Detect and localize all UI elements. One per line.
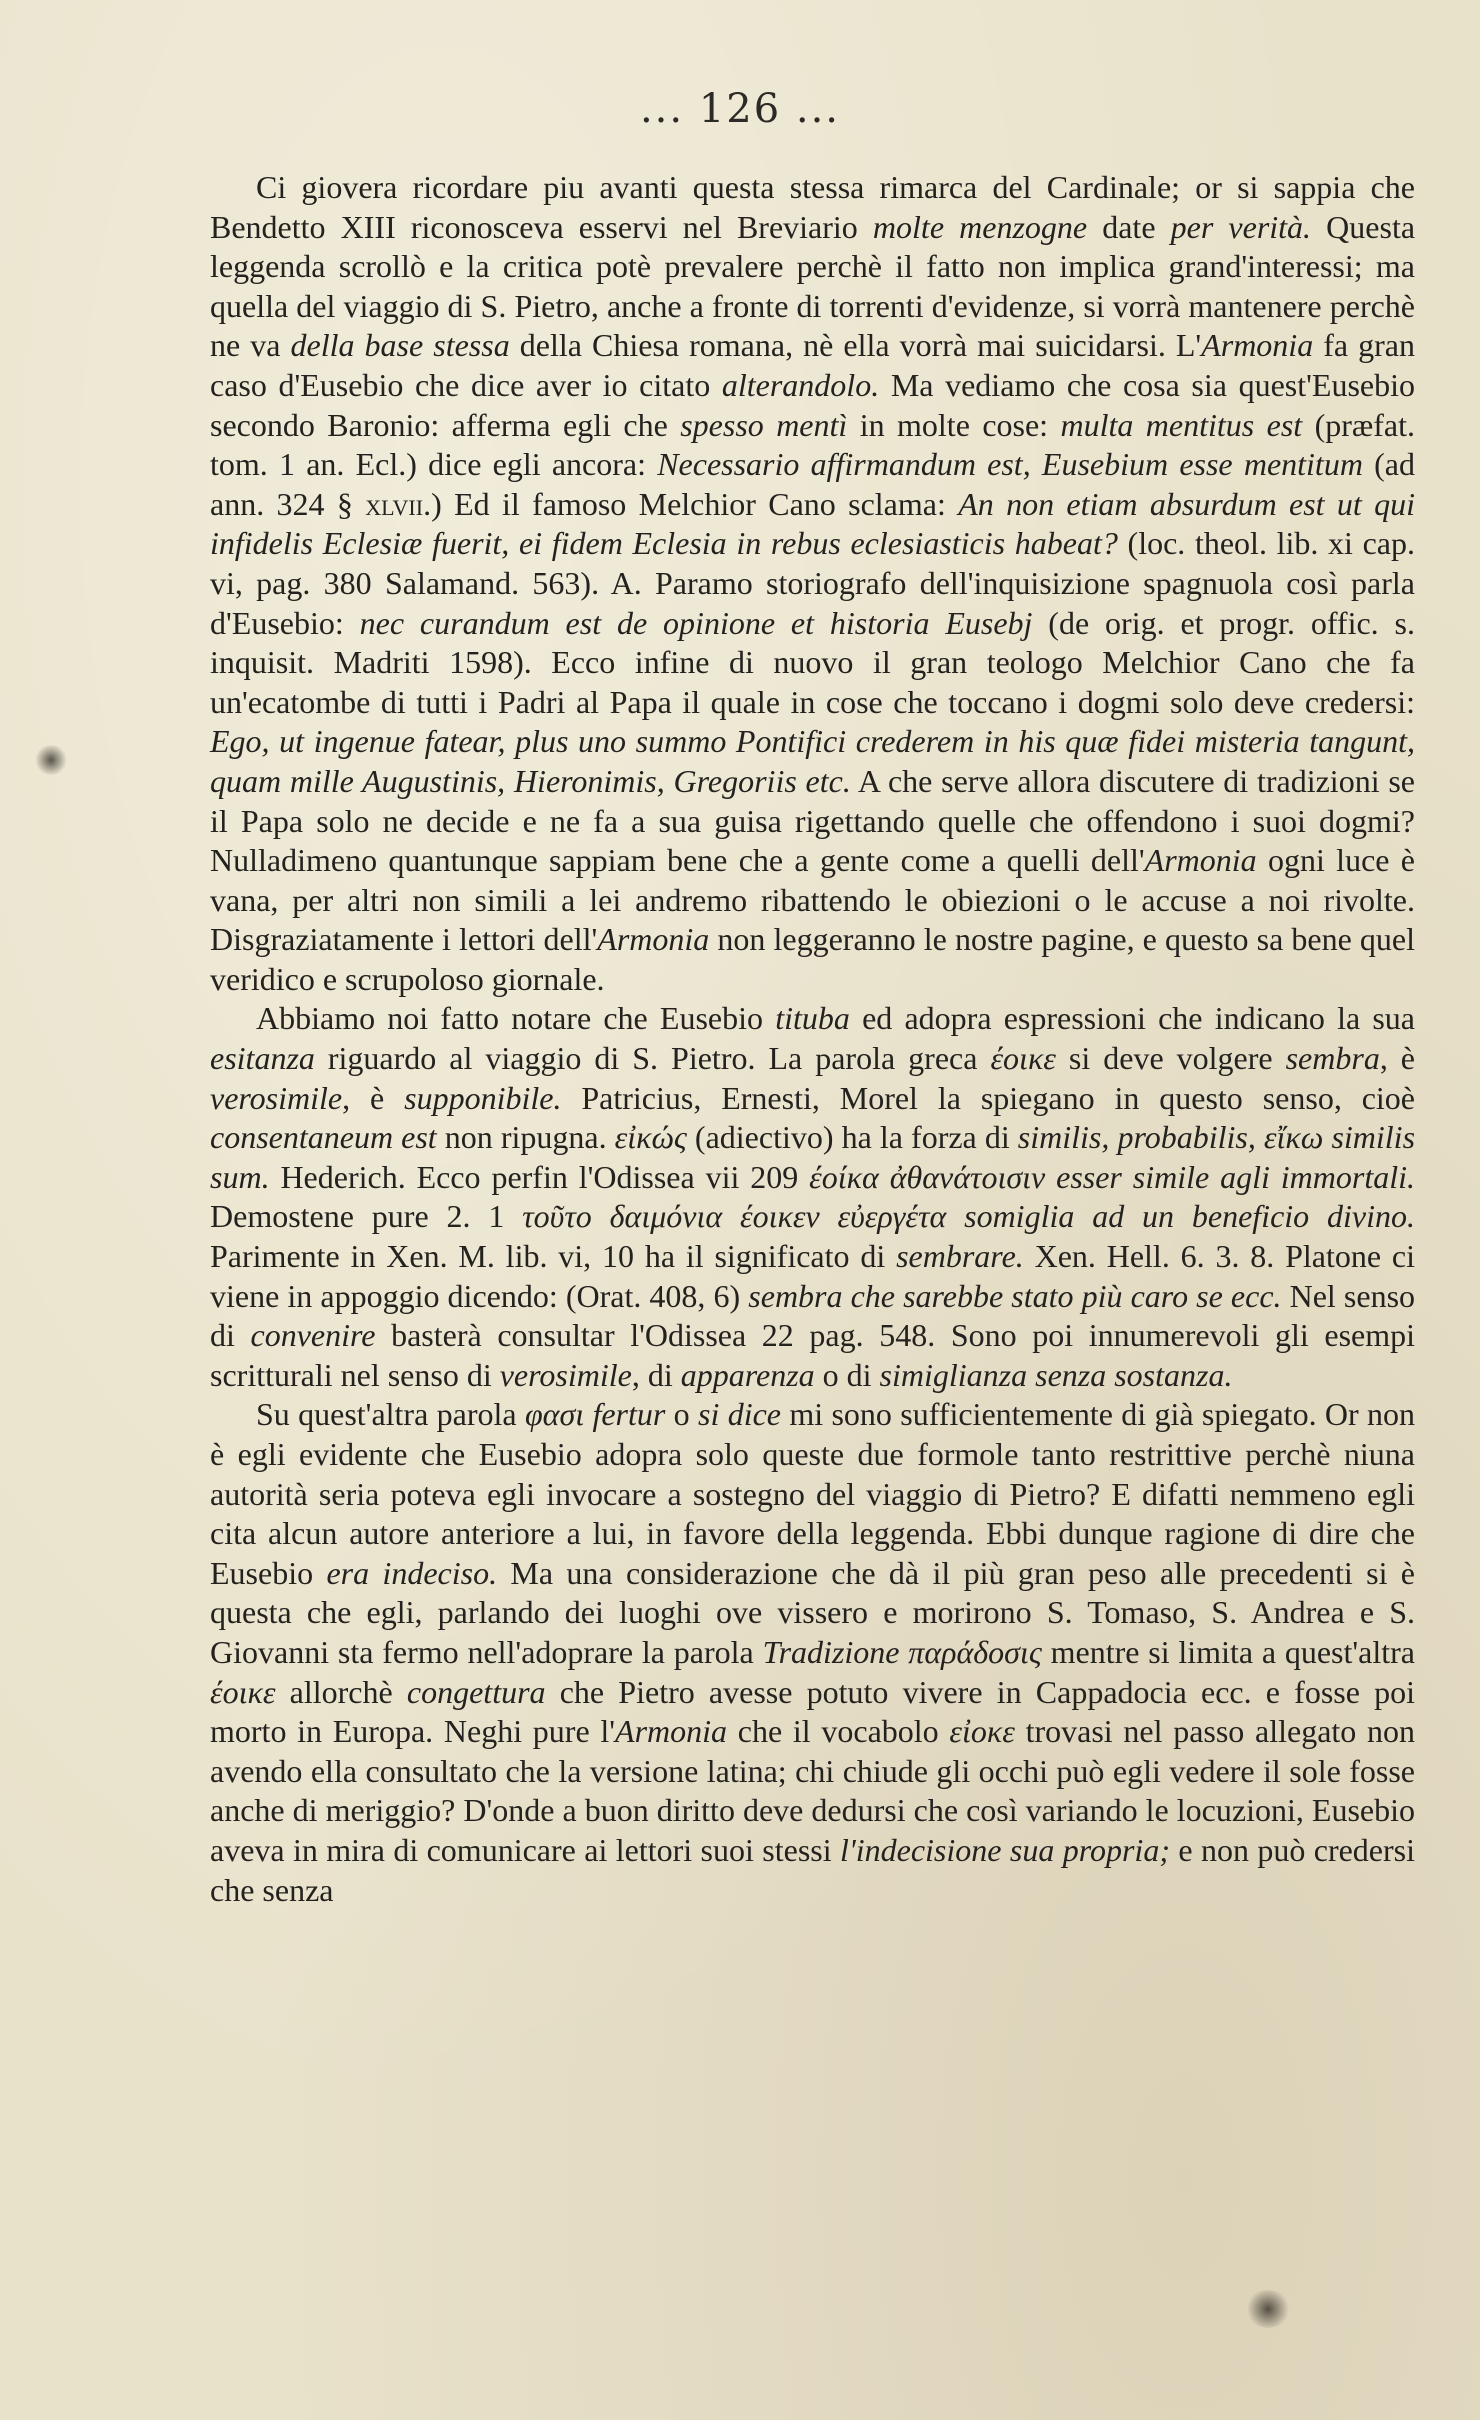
text-run: allorchè — [275, 1673, 407, 1710]
body-text — [210, 168, 1415, 1910]
italic-run: simiglianza senza sostanza. — [879, 1356, 1233, 1393]
italic-run: An non etiam absurdum est ut qui infidelis Eclesiæ fuerit, ei fidem Eclesia in rebus eclesiasticis habeat? — [210, 485, 1416, 562]
text-run: Hederich. Ecco perfin l'Odissea vii 209 — [269, 1158, 810, 1195]
text-run: (præfat. tom. 1 an. Ecl.) dice egli ancora: — [210, 406, 1416, 483]
italic-run: similis, probabilis, εἴκω similis sum. — [210, 1119, 1416, 1195]
italic-run: era indeciso. — [326, 1554, 498, 1591]
italic-run: Ego, ut ingenue fatear, plus uno summo Pontifici crederem in his quæ fidei misteria tangunt, quam mille Augustinis, Hieronimis, Gregoriis etc. — [210, 723, 1415, 799]
italic-run: per verità. — [1170, 208, 1312, 245]
italic-run: sembra che sarebbe stato più caro se ecc. — [748, 1277, 1282, 1314]
italic-run: έοικε — [990, 1040, 1056, 1077]
ink-blot — [34, 745, 68, 775]
text-run: date — [1087, 208, 1171, 245]
italic-run: εἰκώς — [614, 1119, 687, 1156]
italic-run: tituba — [775, 1000, 850, 1037]
text-run: Demostene pure 2. 1 — [210, 1198, 523, 1235]
italic-run: molte menzogne — [872, 208, 1088, 245]
italic-run: sembra — [1285, 1040, 1380, 1077]
italic-run: si dice — [698, 1396, 782, 1433]
italic-run: εἰοκε — [949, 1713, 1015, 1750]
text-run: si deve volgere — [1055, 1040, 1286, 1077]
paragraph-2 — [210, 999, 1415, 1395]
italic-run: nec curandum est de opinione et historia Eusebj — [359, 604, 1033, 641]
text-run: (adiectivo) ha la forza di — [686, 1119, 1018, 1156]
italic-run: alterandolo. — [721, 366, 880, 403]
text-run: della Chiesa romana, nè ella vorrà mai suicidarsi. L' — [509, 327, 1202, 364]
paragraph-1 — [210, 168, 1415, 999]
text-run: mi sono sufficientemente di già spiegato. Or non è egli evidente che Eusebio adopra solo queste due formole tanto restrittive perchè niuna autorità seria poteva egli invocare a sostegno del viaggio di Pietro? E difatti nemmeno egli cita alcun autore anteriore a lui, in favore della leggenda. Ebbi dunque ragione di dire che Eusebio — [210, 1396, 1416, 1591]
italic-run: esitanza — [210, 1040, 315, 1077]
italic-run: Armonia — [597, 921, 710, 958]
text-run: che il vocabolo — [727, 1713, 950, 1750]
text-run: non leggeranno le nostre pagine, e questo sa bene quel veridico e scrupoloso giornale. — [210, 921, 1416, 997]
text-run: ogni luce è vana, per altri non simili a lei andremo ribattendo le obiezioni o le accuse a noi rivolte. Disgraziatamente i lettori dell' — [210, 842, 1416, 958]
text-run: Questa leggenda scrollò e la critica potè prevalere perchè il fatto non implica grand'interessi; ma quella del viaggio di S. Pietro, anche a fronte di torrenti d'evidenze, si vorrà mantenere perchè ne va — [210, 208, 1416, 364]
text-run: Ma vediamo che cosa sia quest'Eusebio secondo Baronio: afferma egli che — [210, 366, 1416, 443]
text-run: basterà consultar l'Odissea 22 pag. 548. Sono poi innumerevoli gli esempi scritturali nel senso di — [210, 1317, 1416, 1393]
italic-run: consentaneum est — [210, 1119, 437, 1156]
text-run: mentre si limita a quest'altra — [1041, 1633, 1416, 1670]
text-run: Patricius, Ernesti, Morel la spiegano in questo senso, cioè — [561, 1079, 1416, 1116]
text-run: Ci giovera ricordare piu avanti questa stessa rimarca del Cardinale; or si sappia che Bendetto XIII riconosceva esservi nel Breviario — [210, 169, 1415, 245]
text-run: , di — [631, 1356, 681, 1393]
italic-run: della base stessa — [290, 327, 510, 364]
italic-run: Armonia — [615, 1713, 728, 1750]
italic-run: l'indecisione sua propria; — [840, 1831, 1170, 1868]
text-run: ed adopra espressioni che indicano la sua — [849, 1000, 1415, 1037]
text-run: Su quest'altra parola — [256, 1396, 525, 1433]
text-run: che Pietro avesse potuto vivere in Cappadocia ecc. e fosse poi morto in Europa. Neghi pure l' — [210, 1673, 1416, 1750]
italic-run: φασι fertur — [524, 1396, 666, 1433]
text-run: (de orig. et progr. offic. s. inquisit. Madriti 1598). Ecco infine di nuovo il gran teologo Melchior Cano che fa un'ecatombe di tutti i Padri al Papa il quale in cose che toccano i dogmi solo deve credersi: — [210, 604, 1415, 720]
italic-run: sembrare. — [896, 1238, 1024, 1275]
italic-run: verosimile — [210, 1079, 343, 1116]
text-run: o di — [814, 1356, 880, 1393]
text-run: o — [665, 1396, 699, 1433]
italic-run: convenire — [250, 1317, 376, 1354]
italic-run: congettura — [406, 1673, 546, 1710]
text-run: Nel senso di — [210, 1277, 1416, 1354]
text-run: in molte cose: — [847, 406, 1061, 443]
text-run: Xen. Hell. 6. 3. 8. Platone ci viene in appoggio dicendo: (Orat. 408, 6) — [210, 1238, 1416, 1314]
italic-run: multa mentitus est — [1060, 406, 1303, 443]
text-run: Abbiamo noi fatto notare che Eusebio — [256, 1000, 776, 1037]
italic-run: Armonia — [1201, 327, 1314, 364]
italic-run: apparenza — [680, 1356, 815, 1393]
italic-run: supponibile. — [404, 1079, 562, 1116]
italic-run: έοίκα ἀθανάτοισιν esser simile agli immortali. — [809, 1158, 1416, 1195]
italic-run: έοικε — [210, 1673, 276, 1710]
italic-run: Tradizione παράδοσις — [762, 1633, 1042, 1670]
text-run: xlvii — [365, 485, 424, 522]
text-run: non ripugna. — [436, 1119, 615, 1156]
text-run: A che serve allora discutere di tradizioni se il Papa solo ne decide e ne fa a sua guisa rigettando quelle che offendono i suoi dogmi? Nulladimeno quantunque sappiam bene che a gente come a quelli dell' — [210, 762, 1416, 879]
text-run: Parimente in Xen. M. lib. vi, 10 ha il significato di — [210, 1238, 897, 1275]
text-run: , è — [1379, 1040, 1416, 1077]
text-run: (ad ann. 324 § — [210, 446, 1416, 522]
page-number: ... 126 ... — [639, 86, 841, 132]
text-run: e non può credersi che senza — [210, 1831, 1415, 1908]
text-run: trovasi nel passo allegato non avendo ella consultato che la versione latina; chi chiude gli occhi può egli vedere il sole fosse anche di meriggio? D'onde a buon diritto deve dedursi che così variando le locuzioni, Eusebio aveva in mira di comunicare ai lettori suoi stessi — [210, 1713, 1416, 1868]
italic-run: τοῦτο δαιμόνια έοικεν εὐεργέτα somiglia ad un beneficio divino. — [522, 1198, 1415, 1235]
italic-run: spesso mentì — [680, 406, 848, 443]
paragraph-3 — [210, 1395, 1415, 1910]
italic-run: Necessario affirmandum est, Eusebium esse mentitum — [657, 446, 1363, 483]
italic-run: Armonia — [1144, 842, 1257, 879]
italic-run: verosimile — [499, 1356, 632, 1393]
text-run: Ma una considerazione che dà il più gran peso alle precedenti si è questa che egli, parlando dei luoghi ove vissero e morirono S. Tomaso, S. Andrea e S. Giovanni sta fermo nell'adoprare la parola — [210, 1554, 1416, 1670]
text-run: riguardo al viaggio di S. Pietro. La parola greca — [314, 1040, 991, 1077]
ink-blot — [1245, 2290, 1291, 2328]
text-run: .) Ed il famoso Melchior Cano sclama: — [423, 485, 959, 522]
text-run: (loc. theol. lib. xi cap. vi, pag. 380 Salamand. 563). A. Paramo storiografo dell'inquisizione spagnuola così parla d'Eusebio: — [210, 525, 1416, 641]
text-run: , è — [342, 1079, 405, 1116]
text-run: fa gran caso d'Eusebio che dice aver io citato — [210, 327, 1415, 403]
